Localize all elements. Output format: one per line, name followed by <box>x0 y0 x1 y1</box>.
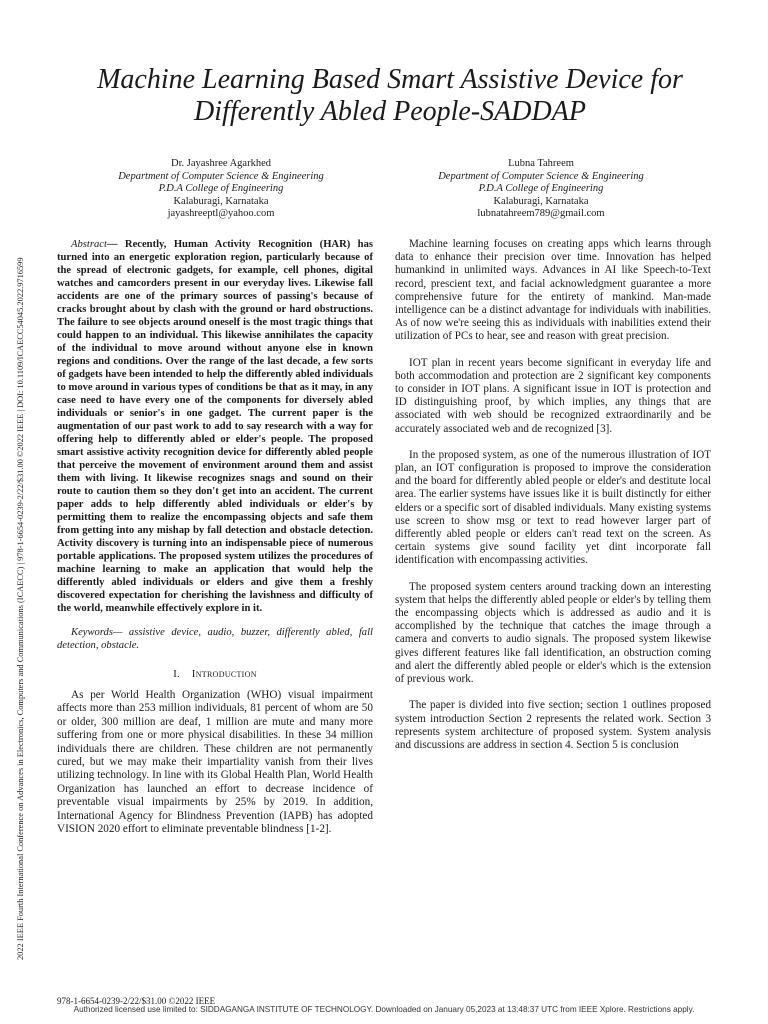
right-column <box>395 238 711 765</box>
author-department: Department of Computer Science & Engineering <box>438 170 644 182</box>
author-name: Lubna Tahreem <box>508 158 574 169</box>
license-notice: Authorized licensed use limited to: SIDDAGANGA INSTITUTE OF TECHNOLOGY. Downloaded on January 05,2023 at 13:48:37 UTC from IEEE Xplore. Restrictions apply. <box>73 1005 695 1014</box>
body-paragraph: IOT plan in recent years become significant in everyday life and both accommodation and protection are 2 significant key components to consider in IOT plans. A significant issue in IOT is protection and ID distinguishing proof, by which implies, any things that are associated with web should be recognized extraordinarily and be accurately associated web and de recognized [3]. <box>395 356 711 435</box>
conference-sidebar <box>14 100 28 960</box>
author-department: Department of Computer Science & Engineering <box>118 170 324 182</box>
abstract-text: — Recently, Human Activity Recognition (HAR) has turned into an energetic exploration region, particularly because of the spread of electronic gadgets, for example, cell phones, digital watches and camcorders present in our everyday lives. Likewise fall accidents are one of the primary sources of passing's because of cracks brought about by clash with the ground or hard obstructions. The failure to see objects around oneself is the most tragic things that could happen to an individual. This likewise annihilates the capacity of the individual to move around without anyone else in known regions and conditions. Over the range of the last decade, a few sorts of gadgets have been intended to help the differently abled individuals to move around in various types of conditions be that as it may, in any case need to have every one of the components for diversely abled individuals or senior's in one gadget. The current paper is the augmentation of our past work to add to say research with a way for offering help to differently abled or elder's people. The proposed smart assistive activity recognition device for differently abled people that perceive the movement of environment around them and assist them with living. It likewise recognizes snags and sound on their route to caution them so they don't get into an accident. The current paper adds to help differently abled individuals or elder's by permitting them to realize the encompassing objects and safe them from getting into any mishap by fall detection and obstacle detection. Activity discovery is turning into an indispensable piece of numerous portable applications. The proposed system utilizes the procedures of machine learning to make an application that would help the differently abled individuals or elders and give them a freshly discovered expectation for cherishing the lavishness and difficulty of the world, meanwhile effectively explore in it. <box>57 239 373 614</box>
author-college: P.D.A College of Engineering <box>478 183 604 195</box>
abstract-label: Abstract <box>71 239 107 250</box>
abstract-paragraph <box>57 238 373 615</box>
author-college: P.D.A College of Engineering <box>158 183 284 195</box>
author-block-2 <box>391 158 691 221</box>
author-email: lubnatahreem789@gmail.com <box>477 208 605 220</box>
footer-isbn: 978-1-6654-0239-2/22/$31.00 ©2022 IEEE <box>57 996 216 1006</box>
body-paragraph: In the proposed system, as one of the numerous illustration of IOT plan, an IOT configuration is proposed to improve the consideration and the board for differently abled people or elder's and destitute local area. The earlier systems have issues like it is built distinctly for either elders or a specific sort of disabled individuals. Many existing systems use screen to show msg or text to read however larger part of differently abled people or elders can't read text on the screen. As certain systems give sound facility yet dint incorporate fall identification with encompassing activities. <box>395 448 711 567</box>
body-paragraph: The paper is divided into five section; section 1 outlines proposed system introduction Section 2 represents the related work. Section 3 represents system architecture of proposed system. System analysis and discussions are address in section 4. Section 5 is conclusion <box>395 699 711 751</box>
paper-title-line-2: Differently Abled People-SADDAP <box>194 96 586 127</box>
author-city: Kalaburagi, Karnataka <box>493 195 589 207</box>
conference-sidebar-text: 2022 IEEE Fourth International Conference on Advances in Electronics, Computers and Communications (ICAECC) | 978-1-6654-0239-2/22/$31.00 ©2022 IEEE | DOI: 10.1109/ICAECC54045.2022.9716599 <box>16 257 25 960</box>
author-email: jayashreeptl@yahoo.com <box>167 208 275 220</box>
left-column <box>57 238 373 836</box>
introduction-paragraph: As per World Health Organization (WHO) visual impairment affects more than 253 million individuals, 81 percent of whom are 50 or older, 300 million are deaf, 1 million are mute and many more suffering from one or more physical disabilities. In these 34 million individuals there are children. These children are not permanently cured, but we may make their impartiality vanish from their lives utilizing technology. In line with its Global Health Plan, World Health Organization has launched an effort to decrease incidence of preventable visual impairments by 25% by 2019. In addition, International Agency for Blindness Prevention (IAPB) has adopted VISION 2020 effort to eliminate preventable blindness [1-2]. <box>57 689 373 836</box>
author-name: Dr. Jayashree Agarkhed <box>170 158 271 169</box>
author-city: Kalaburagi, Karnataka <box>173 195 269 207</box>
author-block-1 <box>71 158 371 221</box>
section-title: Introduction <box>191 668 257 680</box>
keywords-paragraph: Keywords— assistive device, audio, buzzer, differently abled, fall detection, obstacle. <box>57 627 373 651</box>
paper-title <box>40 64 740 128</box>
section-heading-introduction <box>57 668 373 681</box>
body-paragraph: The proposed system centers around tracking down an interesting system that helps the differently abled people or elder's by telling them the encompassing objects which is addressed as audio and it is accomplished by the technique that catches the image through a camera and converts to audio signals. The proposed system likewise gives different features like fall identification, an obstruction coming and alert the differently abled people or elder's which is the extension of previous work. <box>395 580 711 686</box>
section-number: I. <box>173 669 180 680</box>
paper-title-line-1: Machine Learning Based Smart Assistive Device for <box>97 64 683 95</box>
body-paragraph: Machine learning focuses on creating apps which learns through data to enhance their precision over time. Innovation has helped humankind in unlimited ways. Advances in AI like Speech-to-Text record, prescient text, and facial acknowledgment guarantee a more comprehensive future for the entirety of mankind. Man-made intelligence can be a distinct advantage for individuals with inabilities. As of now we're seeing this as individuals with inabilities extend their utilization of PCs to hear, see and reason with great precision. <box>395 238 711 343</box>
